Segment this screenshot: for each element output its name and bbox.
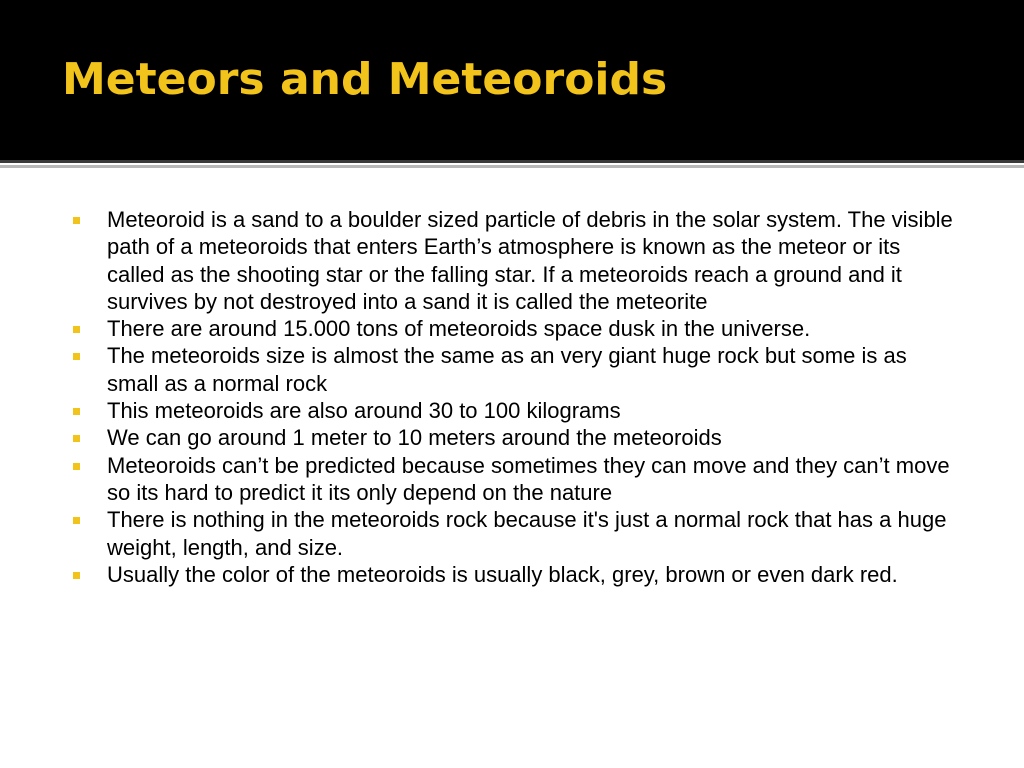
bullet-item (70, 397, 960, 424)
bullet-text: Usually the color of the meteoroids is usually black, grey, brown or even dark red. (107, 561, 898, 587)
square-bullet-icon (73, 463, 80, 470)
bullet-text: We can go around 1 meter to 10 meters around the meteoroids (107, 425, 722, 451)
bullet-list (70, 206, 960, 588)
square-bullet-icon (73, 517, 80, 524)
square-bullet-icon (73, 435, 80, 442)
bullet-item (70, 452, 960, 507)
title-divider-light (0, 165, 1024, 168)
bullet-item (70, 206, 960, 315)
slide-title: Meteors and Meteoroids (62, 54, 668, 105)
bullet-text: This meteoroids are also around 30 to 100 kilograms (107, 398, 621, 424)
bullet-item (70, 424, 960, 451)
bullet-text: There is nothing in the meteoroids rock because it's just a normal rock that has a huge weight, length, and size. (107, 507, 947, 560)
bullet-item (70, 315, 960, 342)
square-bullet-icon (73, 326, 80, 333)
square-bullet-icon (73, 408, 80, 415)
bullet-item (70, 342, 960, 397)
square-bullet-icon (73, 572, 80, 579)
square-bullet-icon (73, 353, 80, 360)
bullet-item (70, 506, 960, 561)
bullet-text: There are around 15.000 tons of meteoroids space dusk in the universe. (107, 316, 811, 342)
bullet-item (70, 561, 960, 588)
title-band (0, 0, 1024, 160)
square-bullet-icon (73, 217, 80, 224)
bullet-text: Meteoroid is a sand to a boulder sized particle of debris in the solar system. The visible path of a meteoroids that enters Earth’s atmosphere is known as the meteor or its called as the shooting star or the falling star. If a meteoroids reach a ground and it survives by not destroyed into a sand it is called the meteorite (107, 207, 953, 314)
title-divider-dark (0, 160, 1024, 163)
bullet-text: Meteoroids can’t be predicted because sometimes they can move and they can’t move so its hard to predict it its only depend on the nature (107, 452, 950, 505)
bullet-text: The meteoroids size is almost the same as an very giant huge rock but some is as small as a normal rock (107, 343, 907, 396)
